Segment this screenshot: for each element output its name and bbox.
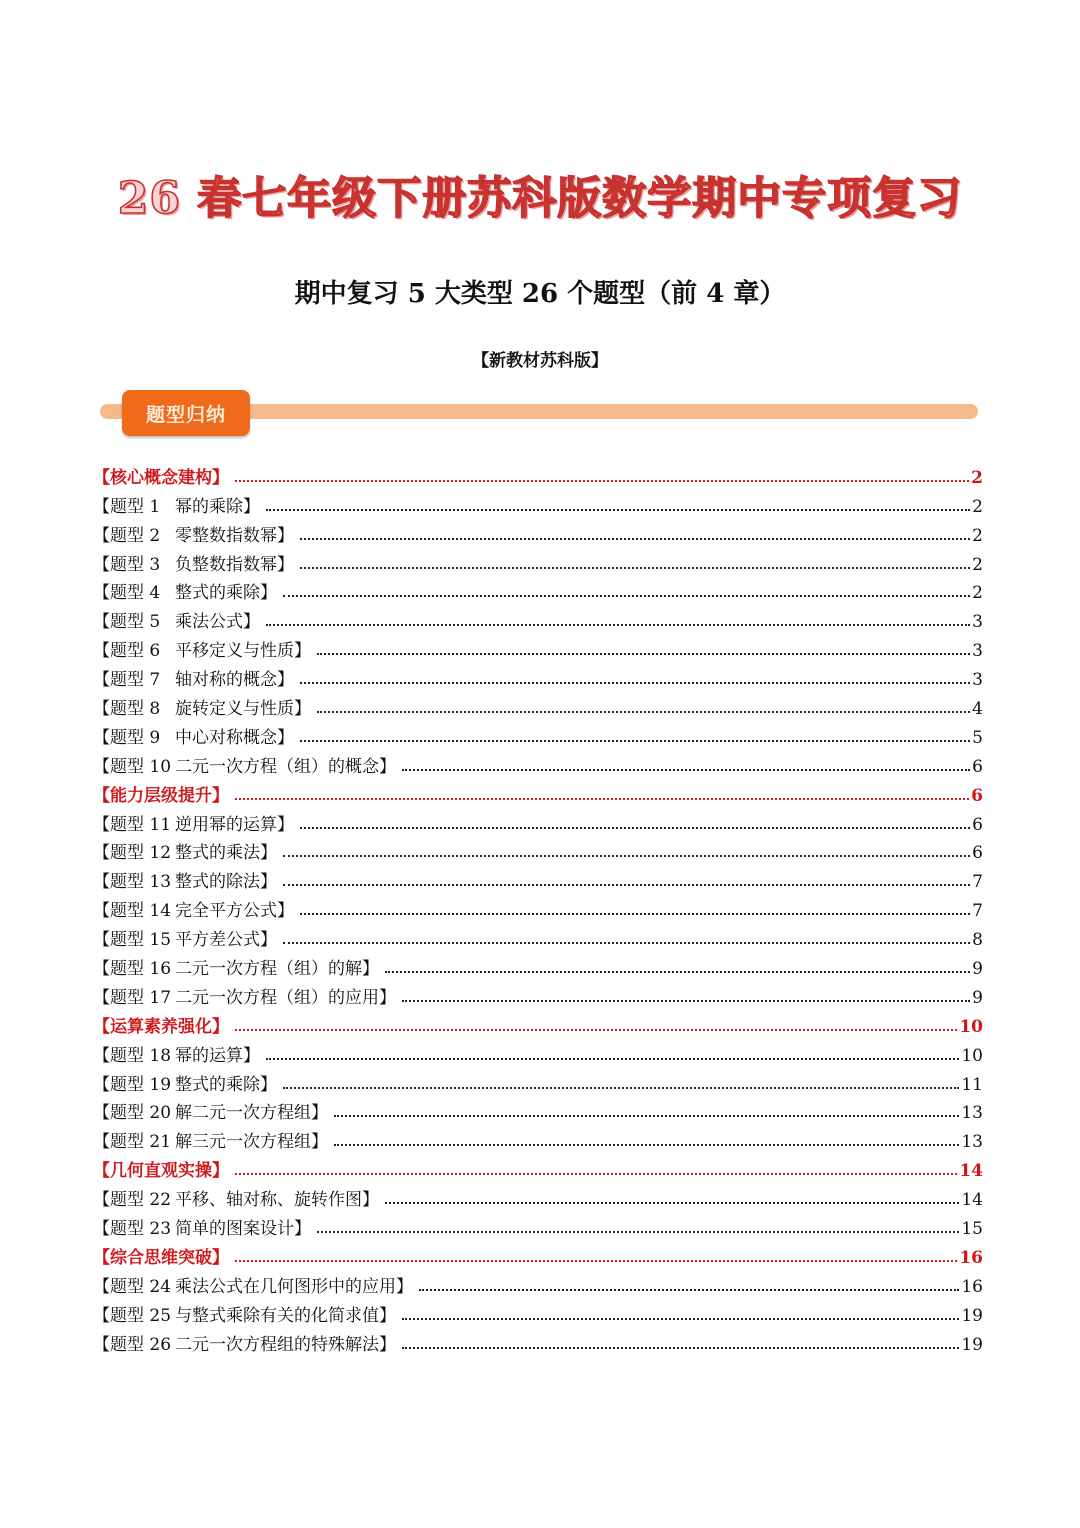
toc-item-row[interactable] [93,1095,983,1124]
toc-page-number: 8 [972,930,983,951]
toc-leader-dots [300,740,970,742]
toc-item-title: 负整数指数幂】 [175,554,294,575]
toc-item-label [93,492,260,517]
toc-item-label [93,867,277,892]
toc-page-number: 10 [961,1045,983,1066]
toc-section-row[interactable] [93,777,983,806]
main-title: 26 春七年级下册苏科版数学期中专项复习 [117,173,963,224]
toc-item-number: 【题型 22 [93,1190,172,1211]
toc-leader-dots [419,1289,959,1291]
toc-item-label [93,1301,396,1326]
toc-leader-dots [235,1173,957,1175]
toc-item-number: 【题型 4 [93,583,161,604]
toc-item-number: 【题型 26 [93,1334,172,1355]
toc-leader-dots [300,827,970,829]
toc-page-number: 3 [972,641,983,662]
toc-item-row[interactable] [93,1297,983,1326]
toc-item-number: 【题型 10 [93,756,172,777]
toc-page-number: 2 [971,467,983,488]
toc-leader-dots [266,1058,959,1060]
toc-item-title: 中心对称概念】 [175,727,294,748]
toc-item-number: 【题型 20 [93,1103,172,1124]
toc-item-label [93,1214,311,1239]
toc-item-title: 二元一次方程（组）的应用】 [175,987,396,1008]
toc-item-label [93,925,277,950]
toc-leader-dots [317,1231,959,1233]
toc-page-number: 14 [961,1190,983,1211]
toc-item-number: 【题型 18 [93,1045,172,1066]
toc-leader-dots [235,480,969,482]
toc-page-number: 2 [972,496,983,517]
toc-leader-dots [283,855,970,857]
toc-page-number: 6 [971,785,983,806]
toc-item-title: 乘法公式】 [175,612,260,633]
toc-leader-dots [402,1000,970,1002]
toc-item-title: 二元一次方程（组）的概念】 [175,756,396,777]
toc-page-number: 6 [972,756,983,777]
toc-item-number: 【题型 19 [93,1074,172,1095]
edition-label: 【新教材苏科版】 [472,351,608,371]
toc-item-row[interactable] [93,1210,983,1239]
toc-item-row[interactable] [93,1326,983,1355]
toc-page-number: 19 [961,1334,983,1355]
table-of-contents [93,459,983,1355]
toc-page-number: 2 [972,525,983,546]
toc-item-label [93,752,396,777]
toc-item-number: 【题型 15 [93,930,172,951]
toc-item-number: 【题型 7 [93,670,161,691]
toc-page-number: 13 [961,1132,983,1153]
toc-item-label [93,694,311,719]
toc-item-row[interactable] [93,748,983,777]
toc-item-label [93,1330,396,1355]
toc-page-number: 6 [972,814,983,835]
toc-leader-dots [317,711,970,713]
toc-leader-dots [300,567,970,569]
toc-item-number: 【题型 12 [93,843,172,864]
toc-item-row[interactable] [93,690,983,719]
toc-leader-dots [266,509,970,511]
toc-item-title: 旋转定义与性质】 [175,699,311,720]
toc-item-title: 完全平方公式】 [175,901,294,922]
toc-leader-dots [317,653,970,655]
toc-item-title: 乘法公式在几何图形中的应用】 [175,1276,413,1297]
toc-leader-dots [283,1087,959,1089]
toc-item-row[interactable] [93,806,983,835]
toc-item-number: 【题型 3 [93,554,161,575]
toc-section-row[interactable] [93,1239,983,1268]
toc-item-title: 解三元一次方程组】 [175,1132,328,1153]
toc-leader-dots [334,1115,959,1117]
toc-page-number: 5 [972,727,983,748]
toc-page-number: 16 [959,1247,983,1268]
banner-tab [122,390,250,436]
toc-item-title: 平方差公式】 [175,930,277,951]
toc-section-label: 【运算素养强化】 [93,1016,229,1037]
toc-leader-dots [266,624,970,626]
toc-item-title: 平移定义与性质】 [175,641,311,662]
toc-item-number: 【题型 21 [93,1132,172,1153]
toc-item-label [93,954,379,979]
toc-item-label [93,838,277,863]
toc-item-number: 【题型 14 [93,901,172,922]
toc-item-title: 整式的乘除】 [175,583,277,604]
toc-item-title: 平移、轴对称、旋转作图】 [175,1190,379,1211]
toc-item-number: 【题型 9 [93,727,161,748]
section-banner [100,390,980,438]
toc-item-row[interactable] [93,1123,983,1152]
toc-item-row[interactable] [93,546,983,575]
toc-section-row[interactable] [93,459,983,488]
toc-leader-dots [402,1318,959,1320]
toc-item-label [93,521,294,546]
toc-item-title: 与整式乘除有关的化简求值】 [175,1305,396,1326]
toc-item-row[interactable] [93,488,983,517]
toc-item-title: 轴对称的概念】 [175,670,294,691]
toc-item-title: 解二元一次方程组】 [175,1103,328,1124]
toc-leader-dots [402,769,970,771]
toc-item-row[interactable] [93,921,983,950]
toc-page-number: 14 [959,1161,983,1182]
toc-item-row[interactable] [93,835,983,864]
toc-item-title: 幂的运算】 [175,1045,260,1066]
toc-section-label: 【几何直观实操】 [93,1161,229,1182]
toc-item-label [93,1098,328,1123]
toc-item-row[interactable] [93,661,983,690]
toc-item-title: 二元一次方程组的特殊解法】 [175,1334,396,1355]
toc-item-label [93,810,294,835]
toc-leader-dots [235,1029,957,1031]
toc-item-row[interactable] [93,979,983,1008]
toc-page-number: 9 [972,987,983,1008]
toc-item-number: 【题型 17 [93,987,172,1008]
toc-item-row[interactable] [93,892,983,921]
toc-item-number: 【题型 11 [93,814,172,835]
toc-item-title: 简单的图案设计】 [175,1219,311,1240]
toc-page-number: 19 [961,1305,983,1326]
subtitle: 期中复习 5 大类型 26 个题型（前 4 章） [294,279,786,309]
toc-item-title: 整式的乘除】 [175,1074,277,1095]
toc-leader-dots [300,538,970,540]
toc-page-number: 9 [972,959,983,980]
toc-page-number: 4 [972,699,983,720]
toc-page-number: 7 [972,901,983,922]
toc-item-row[interactable] [93,719,983,748]
toc-item-row[interactable] [93,632,983,661]
toc-leader-dots [283,942,970,944]
banner-label: 题型归纳 [145,403,226,426]
toc-section-row[interactable] [93,1152,983,1181]
toc-page-number: 16 [961,1276,983,1297]
toc-item-number: 【题型 16 [93,959,172,980]
toc-page-number: 3 [972,670,983,691]
toc-item-row[interactable] [93,1268,983,1297]
toc-item-label [93,607,260,632]
toc-item-label [93,578,277,603]
toc-page-number: 15 [961,1219,983,1240]
toc-item-label [93,550,294,575]
toc-leader-dots [283,884,970,886]
toc-section-label: 【综合思维突破】 [93,1247,229,1268]
toc-item-row[interactable] [93,1066,983,1095]
toc-item-row[interactable] [93,863,983,892]
toc-item-number: 【题型 23 [93,1219,172,1240]
toc-item-number: 【题型 8 [93,699,161,720]
toc-item-label [93,665,294,690]
toc-item-title: 二元一次方程（组）的解】 [175,959,379,980]
toc-item-label [93,1272,413,1297]
toc-leader-dots [235,1260,957,1262]
toc-page-number: 2 [972,583,983,604]
toc-item-title: 整式的乘法】 [175,843,277,864]
toc-leader-dots [300,913,970,915]
toc-item-title: 幂的乘除】 [175,496,260,517]
toc-page-number: 7 [972,872,983,893]
toc-item-number: 【题型 6 [93,641,161,662]
toc-item-number: 【题型 5 [93,612,161,633]
toc-item-title: 整式的除法】 [175,872,277,893]
toc-item-row[interactable] [93,1037,983,1066]
toc-item-label [93,1070,277,1095]
toc-item-label [93,1185,379,1210]
toc-item-label [93,636,311,661]
toc-item-number: 【题型 13 [93,872,172,893]
toc-item-number: 【题型 2 [93,525,161,546]
toc-leader-dots [385,971,970,973]
toc-leader-dots [235,798,969,800]
toc-leader-dots [283,595,970,597]
toc-page-number: 2 [972,554,983,575]
toc-item-number: 【题型 24 [93,1276,172,1297]
toc-page-number: 6 [972,843,983,864]
toc-item-number: 【题型 1 [93,496,161,517]
toc-page-number: 11 [961,1074,983,1095]
toc-page-number: 3 [972,612,983,633]
toc-item-title: 逆用幂的运算】 [175,814,294,835]
toc-page-number: 10 [959,1016,983,1037]
toc-item-title: 零整数指数幂】 [175,525,294,546]
toc-section-label: 【能力层级提升】 [93,785,229,806]
toc-leader-dots [334,1144,959,1146]
toc-item-row[interactable] [93,603,983,632]
toc-item-row[interactable] [93,950,983,979]
toc-item-label [93,1041,260,1066]
toc-item-row[interactable] [93,517,983,546]
toc-leader-dots [300,682,970,684]
toc-item-row[interactable] [93,575,983,604]
toc-item-number: 【题型 25 [93,1305,172,1326]
toc-item-row[interactable] [93,1181,983,1210]
toc-item-label [93,896,294,921]
toc-leader-dots [402,1347,959,1349]
toc-section-row[interactable] [93,1008,983,1037]
toc-item-label [93,983,396,1008]
toc-leader-dots [385,1202,959,1204]
toc-item-label [93,1127,328,1152]
toc-item-label [93,723,294,748]
toc-page-number: 13 [961,1103,983,1124]
toc-section-label: 【核心概念建构】 [93,467,229,488]
